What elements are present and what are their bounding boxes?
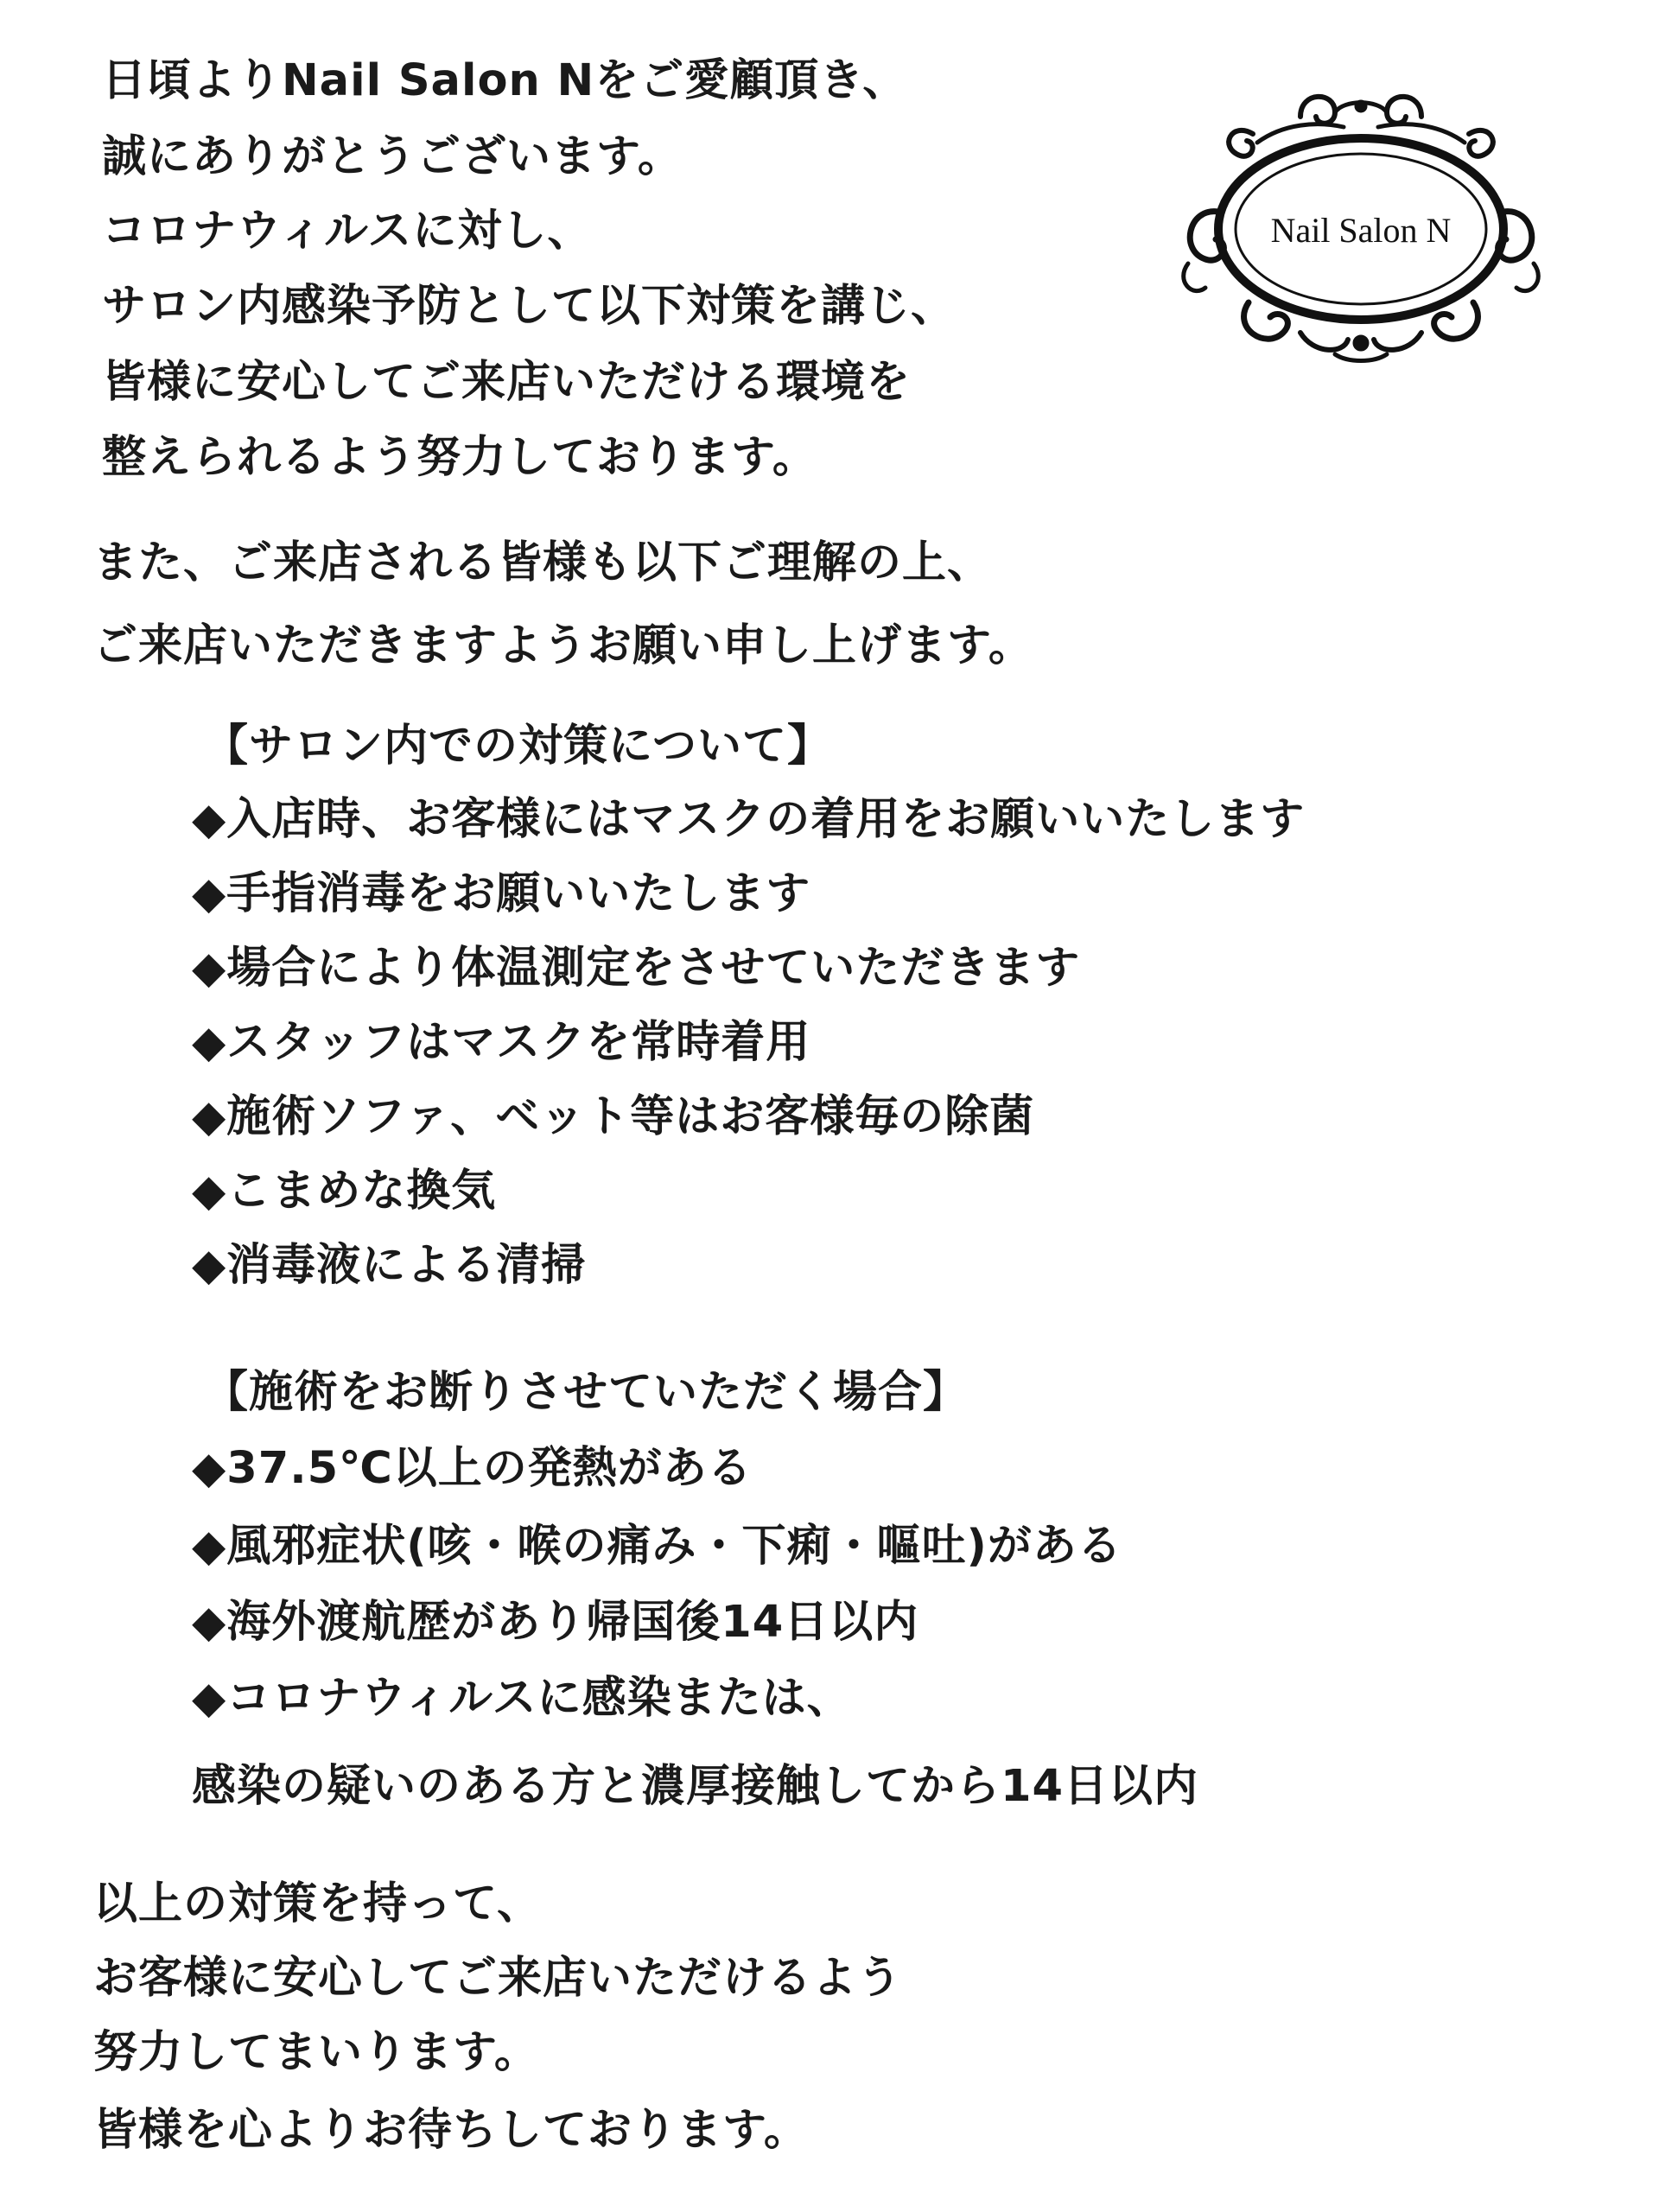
measure-item: ◆施術ソファ、ベット等はお客様毎の除菌 bbox=[192, 1091, 1035, 1142]
intro-line: コロナウィルスに対し、 bbox=[102, 206, 593, 257]
refusal-heading: 【施術をお断りさせていただく場合】 bbox=[204, 1367, 969, 1418]
refusal-item: ◆風邪症状(咳・喉の痛み・下痢・嘔吐)がある bbox=[192, 1521, 1122, 1572]
closing-line: 皆様を心よりお待ちしております。 bbox=[93, 2105, 809, 2156]
closing-line: 努力してまいります。 bbox=[93, 2027, 539, 2078]
refusal-item: 感染の疑いのある方と濃厚接触してから14日以内 bbox=[192, 1761, 1198, 1812]
closing-line: 以上の対策を持って、 bbox=[93, 1878, 542, 1929]
intro-line: 誠にありがとうございます。 bbox=[102, 131, 683, 182]
measure-item: ◆消毒液による清掃 bbox=[192, 1240, 587, 1291]
logo-text: Nail Salon N bbox=[1270, 211, 1452, 250]
intro-line: サロン内感染予防として以下対策を講じ、 bbox=[102, 281, 957, 332]
measures-heading: 【サロン内での対策について】 bbox=[204, 721, 832, 772]
request-line: また、ご来店される皆様も以下ご理解の上、 bbox=[93, 537, 993, 588]
salon-logo bbox=[1171, 82, 1551, 367]
intro-line: 皆様に安心してご来店いただける環境を bbox=[102, 357, 912, 408]
refusal-item: ◆コロナウィルスに感染または、 bbox=[192, 1673, 852, 1724]
measure-item: ◆こまめな換気 bbox=[192, 1166, 497, 1217]
intro-line: 整えられるよう努力しております。 bbox=[102, 432, 817, 483]
measure-item: ◆手指消毒をお願いいたします bbox=[192, 868, 811, 919]
refusal-item: ◆海外渡航歴があり帰国後14日以内 bbox=[192, 1597, 919, 1648]
refusal-item: ◆37.5℃以上の発熱がある bbox=[192, 1443, 753, 1494]
intro-line: 日頃よりNail Salon Nをご愛顧頂き、 bbox=[102, 55, 908, 106]
measure-item: ◆場合により体温測定をさせていただきます bbox=[192, 943, 1081, 994]
request-line: ご来店いただきますようお願い申し上げます。 bbox=[93, 620, 1033, 671]
measure-item: ◆スタッフはマスクを常時着用 bbox=[192, 1017, 811, 1068]
closing-line: お客様に安心してご来店いただけるよう bbox=[93, 1953, 903, 2004]
measure-item: ◆入店時、お客様にはマスクの着用をお願いいたします bbox=[192, 794, 1306, 845]
